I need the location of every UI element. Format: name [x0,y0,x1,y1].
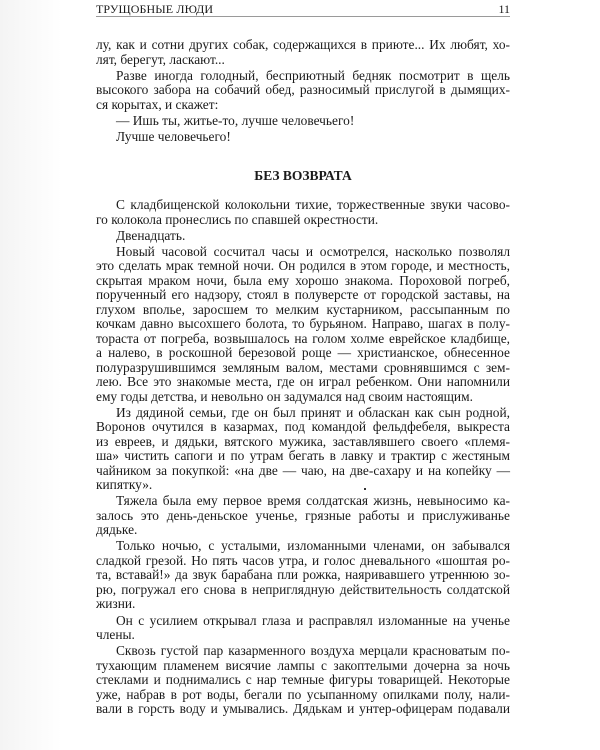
paragraph [96,69,510,113]
text-line: скрытая мраком ночи, была ему хорошо знакома. Пороховой погреб, [96,272,510,288]
paragraph [96,539,510,612]
text-line: Из дядиной семьи, где он был принят и обласкан как сын родной, [116,404,510,420]
text-line: Тяжела была ему первое время солдатская жизнь, невыносимо ка- [116,493,510,509]
text-line: го колокола пронеслись по спавшей окрестности. [96,211,379,227]
text-line: члены. [96,627,135,643]
text-line: кипятку». [96,477,153,493]
text-line: Новый часовой сосчитал часы и осмотрелся, насколько позволял [116,243,510,259]
text-line: Воронов очутился в казармах, под командой фельдфебеля, выкреста [96,419,510,435]
text-line: глухом вполье, заросшем то мелким кустарником, рассыпанным по [96,301,510,317]
text-line: Только ночью, с усталыми, изломанными членами, он забывался [116,538,510,554]
paragraph [96,114,510,129]
running-title: ТРУЩОБНЫЕ ЛЮДИ [96,2,214,16]
text-line: Разве иногда голодный, бесприютный бедняк посмотрит в щель [116,67,510,83]
header-rule [96,16,510,17]
text-line: чайником за покупкой: «на две — чаю, на две-сахару и на копейку — [96,462,510,478]
text-line: дядьке. [96,522,138,538]
text-line: ся корытах, и скажет: [96,96,219,112]
text-line: ша» чистить сапоги и по утрам бегать в лавку и трактир с жестяным [96,448,510,464]
text-line: из евреев, и дядьки, вятского мужика, заставлявшего своего «племя- [96,433,510,449]
text-line: кочкам давно высохшего болота, то бурьяном. Направо, шагах в полу- [96,316,510,332]
paragraph [96,245,510,405]
text-line: Двенадцать. [116,227,186,243]
text-line: тухающим пламенем висячие лампы с закоптелыми дочерна за ночь [96,657,510,673]
text-line: стеклами и поднимались с нар темные фигуры товарищей. Некоторые [96,672,510,688]
text-line: тораста от погреба, возвышалось на голом холме еврейское кладбище, [96,330,510,346]
text-line: а налево, в роскошной березовой роще — христианское, обнесенное [96,345,510,361]
text-line: вали в горсть воду и умывались. Дядькам и унтер-офицерам подавали [96,701,510,717]
text-line: полуразрушившимся земляным валом, местами сровнявшимся с зем- [96,359,510,375]
paragraph [96,406,510,493]
text-line: рю, погружал его снова в неприглядную действительность солдатской [96,581,510,597]
page-edge-shadow [0,0,62,750]
text-line: сладкой грезой. Но пять часов утра, и голос дневального «шоштая ро- [96,552,510,568]
paragraph [96,198,510,227]
chapter-heading: БЕЗ ВОЗВРАТА [254,168,352,183]
text-line: лят, берегут, ласкают... [96,51,225,67]
paragraph [96,38,510,67]
text-line: лу, как и сотни других собак, содержащихся в приюте... Их любят, хо- [96,37,510,52]
text-line: лею. Все это знакомые места, где он играл ребенком. Они напомнили [96,374,510,390]
text-line: Лучше человечьего! [116,128,231,144]
text-line: Он с усилием открывал глаза и расправлял изломанные на ученье [116,612,510,628]
text-line: высокого забора на собачий обед, разносимый прислугой в дымящих- [96,82,510,98]
paragraph [96,614,510,643]
paragraph [96,494,510,538]
paragraph [96,229,510,244]
running-header [96,1,510,17]
text-line: порученный его надзору, стоял в полуверсте от городской заставы, на [96,287,510,303]
text-block-chapter-body [96,198,510,718]
text-line: ему годы детства, и невольно он задумался над своим настоящим. [96,388,473,404]
text-line: залось это день-деньское ученье, грязные работы и прислуживанье [96,507,510,523]
text-line: Сквозь густой пар казарменного воздуха мерцали красноватым по- [116,643,510,659]
text-line: та, вставай!» да звук барабана пли рожка, наяривавшего утреннюю зо- [96,567,510,583]
text-block-previous-chapter [96,38,510,146]
paragraph [96,644,510,717]
print-speck [364,488,366,490]
text-line: С кладбищенской колокольни тихие, торжественные звуки часово- [116,197,510,212]
text-line: это сделать мрак темной ночи. Он родился в этом городе, и местность, [96,258,510,274]
page-number: 11 [498,2,510,16]
text-line: уже, набрав в рот воды, бегали по усыпанному опилками полу, нали- [96,686,510,702]
paragraph [96,130,510,145]
text-line: — Ишь ты, житье-то, лучше человечьего! [116,112,355,128]
text-line: жизни. [96,596,136,612]
